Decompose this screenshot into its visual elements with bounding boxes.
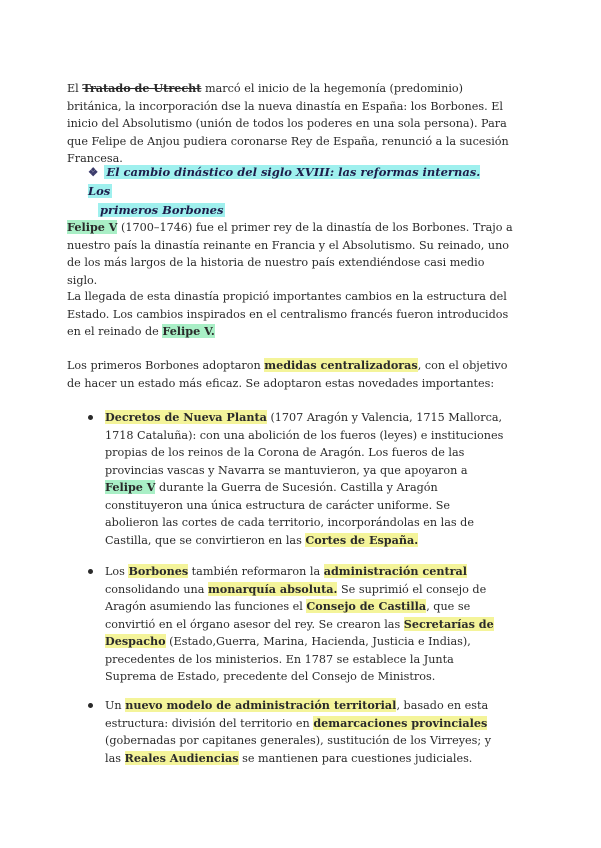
- intro-text-rest: marcó el inicio de la hegemonía (predominio) británica, la incorporación dse la nueva dinastía en España: los Borbones. El inicio del Absolutismo (unión de todos los poderes en una sola persona). Para que Felipe de Anjou pudiera coronarse Rey de España, renunció a la sucesión Francesa.: [67, 82, 509, 165]
- central-administration-highlight: administración central: [323, 564, 468, 578]
- heading-line-1: [88, 163, 488, 201]
- intro-paragraph: [67, 80, 517, 168]
- diamond-bullet-icon: ❖: [88, 165, 99, 179]
- dynasty-text: La llegada de esta dinastía propició importantes cambios en la estructura del Estado. Los cambios inspirados en el centralismo francés fueron introducidos en el reinado de: [67, 290, 509, 338]
- felipe-v-highlight: Felipe V: [105, 480, 156, 494]
- bullet-list-1: [86, 409, 506, 549]
- borbones-highlight: Borbones: [128, 564, 189, 578]
- measures-text-rest: , con el objetivo de hacer un estado más eficaz. Se adoptaron estas novedades importantes:: [67, 359, 508, 390]
- list-item: Los Borbones también reformaron la administración central consolidando una monarquía absoluta. Se suprimió el consejo de Aragón asumiendo las funciones el Consejo de Castilla, que se convirtió en el órgano asesor del rey. Se crearon las Secretarías de Despacho (Estado,Guerra, Marina, Hacienda, Justicia e Indias), precedentes de los ministerios. En 1787 se establece la Junta Suprema de Estado, precedente del Consejo de Ministros.: [86, 563, 506, 686]
- decrees-highlight: Decretos de Nueva Planta: [105, 410, 267, 424]
- dynasty-paragraph: [67, 288, 517, 341]
- heading-part-c: primeros Borbones: [100, 203, 224, 217]
- measures-text-start: Los primeros Borbones adoptaron: [67, 359, 265, 372]
- reales-audiencias-highlight: Reales Audiencias: [124, 750, 239, 765]
- felipe-v-highlight: Felipe V: [67, 220, 118, 234]
- centralizing-measures-highlight: medidas centralizadoras: [264, 358, 418, 372]
- felipe-paragraph-text: (1700–1746) fue el primer rey de la dinastía de los Borbones. Trajo a nuestro país la dinastía reinante en Francia y el Absolutismo. Su reinado, uno de los más largos de la historia de nuestro país extendiéndose casi medio siglo.: [67, 221, 513, 287]
- treaty-of-utrecht: Tratado de Utrecht: [82, 81, 202, 95]
- absolute-monarchy-highlight: monarquía absoluta.: [207, 581, 338, 596]
- measures-paragraph: [67, 357, 517, 392]
- territorial-model-highlight: nuevo modelo de administración territorial: [125, 698, 397, 712]
- heading-part-a: El cambio dinástico del siglo XVIII:: [106, 165, 339, 179]
- section-heading: [88, 163, 488, 220]
- heading-part-b: las reformas internas. Los: [88, 165, 481, 198]
- bullet-list-2: [86, 563, 506, 686]
- list-item: Un nuevo modelo de administración territorial, basado en esta estructura: división del territorio en demarcaciones provinciales (gobernadas por capitanes generales), sustitución de los Virreyes; y las Reales Audiencias se mantienen para cuestiones judiciales.: [86, 697, 506, 767]
- felipe-v-highlight: Felipe V.: [162, 324, 215, 338]
- felipe-paragraph: [67, 219, 517, 289]
- list-item: Decretos de Nueva Planta (1707 Aragón y Valencia, 1715 Mallorca, 1718 Cataluña): con una abolición de los fueros (leyes) e instituciones propias de los reinos de la Corona de Aragón. Los fueros de las provincias vascas y Navarra se mantuvieron, ya que apoyaron a Felipe V durante la Guerra de Sucesión. Castilla y Aragón constituyeron una única estructura de carácter uniforme. Se abolieron las cortes de cada territorio, incorporándolas en las de Castilla, que se convirtieron en las Cortes de España.: [86, 409, 506, 549]
- cortes-de-espana-highlight: Cortes de España.: [305, 532, 419, 547]
- intro-text-start: El: [67, 82, 83, 95]
- provincial-demarcations-highlight: demarcaciones provinciales: [313, 715, 488, 730]
- bullet-list-3: [86, 697, 506, 767]
- secretarias-highlight: Secretarías de Despacho: [105, 616, 494, 648]
- council-of-castile-highlight: Consejo de Castilla: [306, 599, 427, 613]
- heading-line-2: [88, 201, 488, 220]
